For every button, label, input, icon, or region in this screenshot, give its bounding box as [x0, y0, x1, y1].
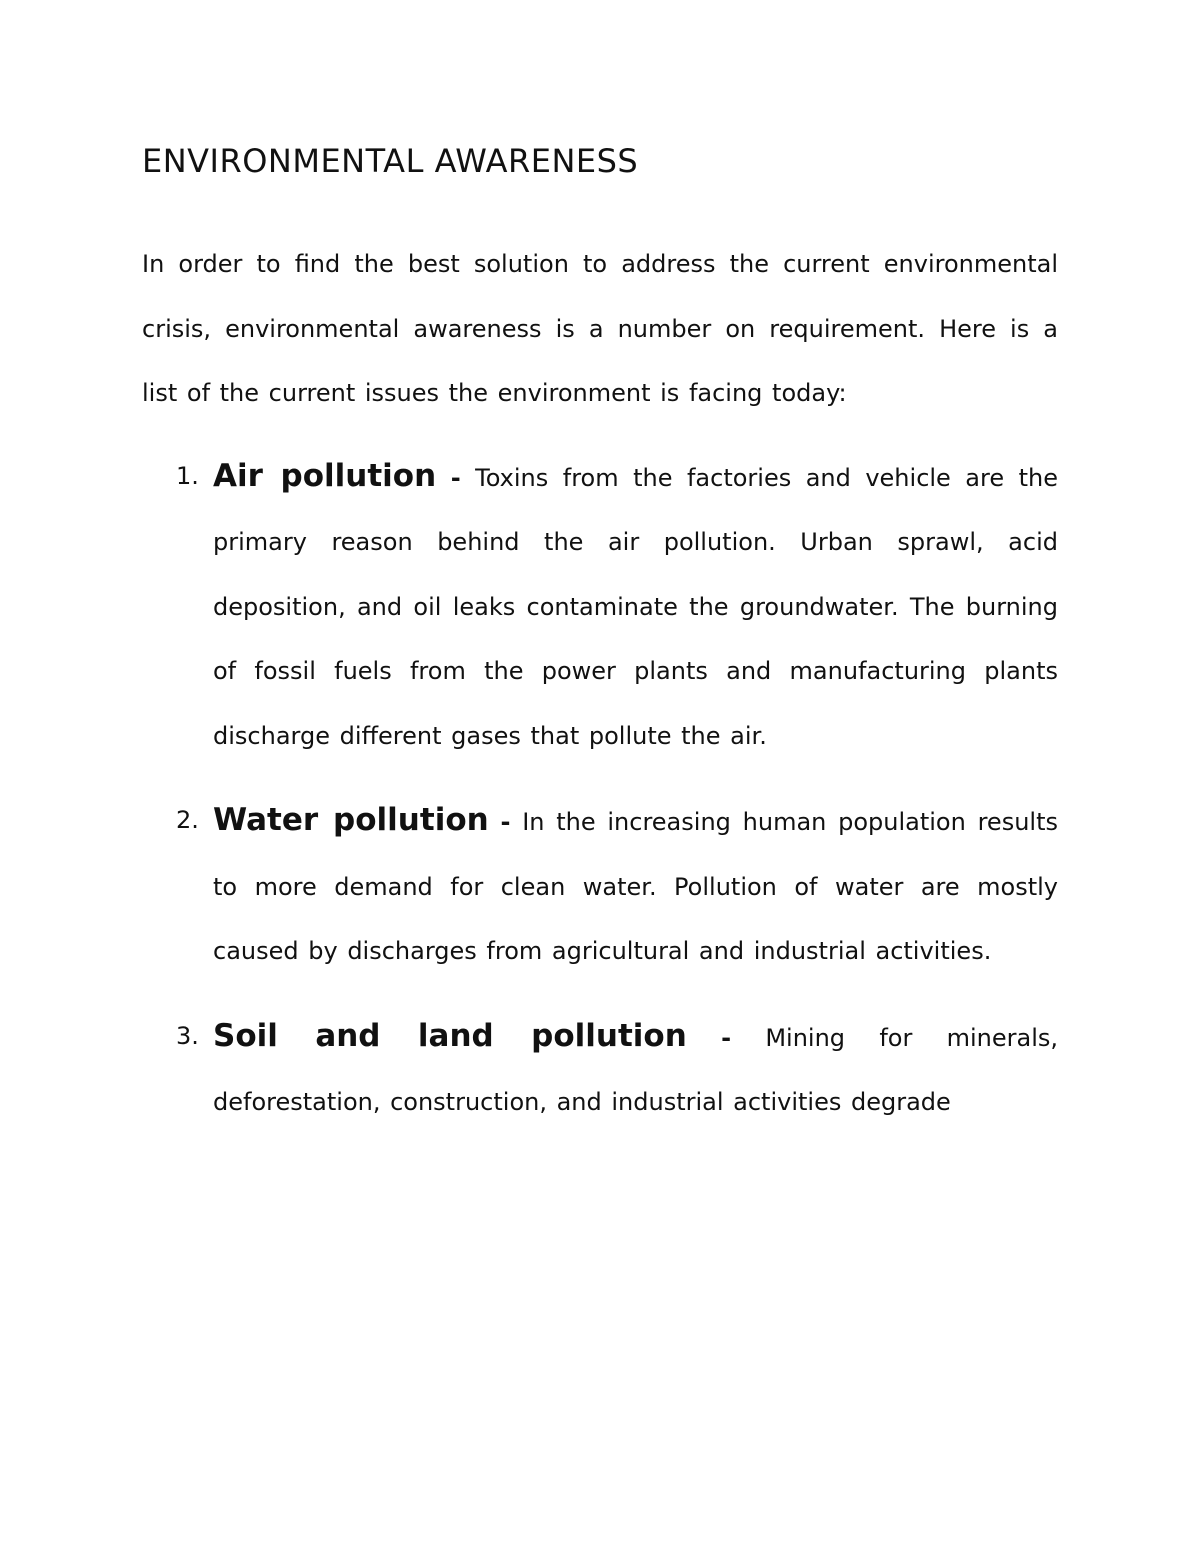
list-item-water-pollution — [142, 788, 1058, 984]
issue-description: Mining for minerals, deforestation, construction, and industrial activities degrade — [213, 1023, 1058, 1116]
list-number: 1. — [176, 461, 199, 490]
issue-dash: - — [500, 808, 511, 836]
list-item-air-pollution — [142, 444, 1058, 769]
issue-term: Soil and land pollution — [213, 1017, 687, 1054]
issue-description: In the increasing human population results to more demand for clean water. Pollution of water are mostly caused by discharges from agricultural and industrial activities. — [213, 808, 1058, 965]
document-page — [142, 138, 1058, 1135]
issue-dash: - — [721, 1023, 732, 1052]
list-number: 2. — [176, 806, 199, 834]
intro-paragraph: In order to find the best solution to address the current environmental crisis, environmental awareness is a number on requirement. Here is a list of the current issues the environment is facing today: — [142, 250, 1058, 407]
list-item-soil-land-pollution — [142, 1004, 1058, 1135]
issues-list — [142, 444, 1058, 1135]
list-number: 3. — [176, 1021, 199, 1050]
issue-term: Water pollution — [213, 802, 489, 838]
issue-description: Toxins from the factories and vehicle are the primary reason behind the air pollution. Urban sprawl, acid deposition, and oil leaks contaminate the groundwater. The burning of fossil fuels from the power plants and manufacturing plants discharge different gases that pollute the air. — [213, 463, 1058, 750]
page-title: ENVIRONMENTAL AWARENESS — [142, 142, 639, 180]
issue-term: Air pollution — [213, 457, 437, 494]
issue-dash: - — [450, 463, 461, 492]
